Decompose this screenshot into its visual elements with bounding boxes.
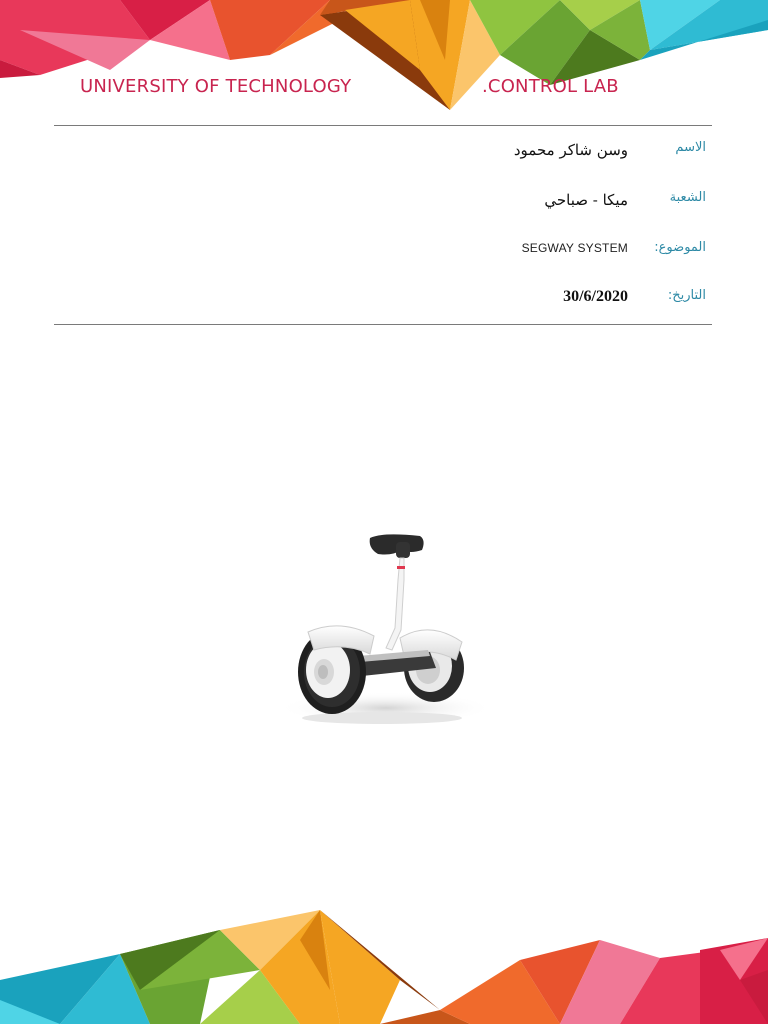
segway-image <box>270 520 498 730</box>
subject-label: الموضوع: <box>654 240 706 255</box>
bottom-decorative-banner <box>0 910 768 1024</box>
university-title: UNIVERSITY OF TECHNOLOGY <box>80 76 352 97</box>
subject-value: SEGWAY SYSTEM <box>521 241 628 255</box>
section-label: الشعبة <box>669 190 706 205</box>
name-label: الاسم <box>675 140 706 155</box>
date-label: التاريخ: <box>667 288 706 303</box>
lab-title: .CONTROL LAB <box>482 76 619 97</box>
section-value: ميكا - صباحي <box>544 191 628 209</box>
name-value: وسن شاكر محمود <box>513 141 628 159</box>
bottom-divider <box>54 324 712 325</box>
date-value: 30/6/2020 <box>563 288 628 305</box>
top-divider <box>54 125 712 126</box>
